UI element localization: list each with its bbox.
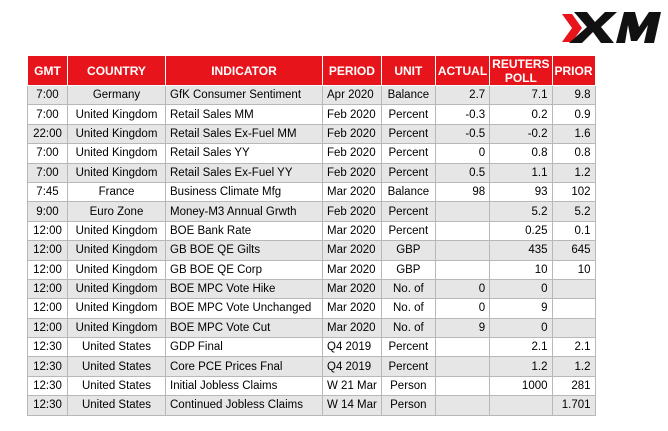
cell-gmt: 12:30 [28,338,68,357]
cell-indicator: Retail Sales Ex-Fuel YY [166,163,323,182]
table-row [28,144,596,163]
cell-gmt: 7:00 [28,105,68,124]
cell-period: Mar 2020 [323,279,382,298]
cell-reuters-poll: 0.25 [490,221,552,240]
cell-reuters-poll [490,396,552,415]
cell-actual: 0 [435,144,489,163]
cell-actual: -0.5 [435,124,489,143]
column-header-period: PERIOD [323,56,382,86]
table-row [28,357,596,376]
cell-actual [435,396,489,415]
cell-country: United States [68,376,166,395]
cell-period: Feb 2020 [323,202,382,221]
cell-actual: 98 [435,182,489,201]
cell-unit: No. of [381,279,435,298]
cell-gmt: 12:30 [28,376,68,395]
cell-prior: 281 [552,376,595,395]
cell-indicator: Core PCE Prices Fnal [166,357,323,376]
economic-calendar-table [27,55,596,416]
cell-unit: Percent [381,163,435,182]
cell-reuters-poll: 7.1 [490,86,552,105]
cell-period: Feb 2020 [323,105,382,124]
cell-unit: Person [381,396,435,415]
cell-reuters-poll: -0.2 [490,124,552,143]
cell-prior: 5.2 [552,202,595,221]
cell-unit: Percent [381,202,435,221]
cell-country: France [68,182,166,201]
cell-indicator: BOE MPC Vote Cut [166,318,323,337]
cell-indicator: Business Climate Mfg [166,182,323,201]
cell-prior: 645 [552,241,595,260]
column-header-reuters-poll: REUTERS POLL [490,56,552,86]
cell-prior: 1.6 [552,124,595,143]
cell-country: United Kingdom [68,105,166,124]
table-row [28,163,596,182]
cell-unit: Percent [381,221,435,240]
cell-period: Apr 2020 [323,86,382,105]
cell-prior: 102 [552,182,595,201]
column-header-prior: PRIOR [552,56,595,86]
cell-country: United Kingdom [68,318,166,337]
cell-unit: Balance [381,86,435,105]
cell-actual: 9 [435,318,489,337]
cell-period: Feb 2020 [323,163,382,182]
cell-gmt: 9:00 [28,202,68,221]
cell-country: United Kingdom [68,221,166,240]
cell-actual: 0 [435,279,489,298]
xm-logo [558,8,662,46]
cell-period: W 21 Mar [323,376,382,395]
cell-prior: 10 [552,260,595,279]
cell-prior: 0.8 [552,144,595,163]
cell-reuters-poll: 93 [490,182,552,201]
cell-indicator: Initial Jobless Claims [166,376,323,395]
cell-unit: Percent [381,338,435,357]
cell-reuters-poll: 9 [490,299,552,318]
table-body [28,86,596,416]
cell-actual [435,221,489,240]
cell-prior: 9.8 [552,86,595,105]
cell-period: Feb 2020 [323,124,382,143]
column-header-indicator: INDICATOR [166,56,323,86]
cell-reuters-poll: 0.2 [490,105,552,124]
cell-country: United Kingdom [68,279,166,298]
cell-country: United Kingdom [68,144,166,163]
cell-actual [435,260,489,279]
cell-gmt: 12:30 [28,396,68,415]
cell-reuters-poll: 5.2 [490,202,552,221]
cell-prior: 1.701 [552,396,595,415]
table-row [28,376,596,395]
cell-country: United Kingdom [68,163,166,182]
cell-reuters-poll: 1000 [490,376,552,395]
cell-period: Mar 2020 [323,260,382,279]
cell-prior: 0.9 [552,105,595,124]
cell-reuters-poll: 1.2 [490,357,552,376]
cell-actual [435,338,489,357]
table-row [28,396,596,415]
column-header-gmt: GMT [28,56,68,86]
cell-period: Mar 2020 [323,221,382,240]
cell-unit: Percent [381,105,435,124]
table-row [28,338,596,357]
cell-prior: 1.2 [552,357,595,376]
column-header-unit: UNIT [381,56,435,86]
cell-period: Feb 2020 [323,144,382,163]
cell-indicator: BOE MPC Vote Hike [166,279,323,298]
cell-indicator: BOE MPC Vote Unchanged [166,299,323,318]
table-row [28,299,596,318]
cell-actual: 2.7 [435,86,489,105]
cell-prior: 2.1 [552,338,595,357]
cell-gmt: 7:45 [28,182,68,201]
cell-country: United States [68,357,166,376]
cell-gmt: 12:30 [28,357,68,376]
cell-actual: -0.3 [435,105,489,124]
cell-gmt: 7:00 [28,86,68,105]
cell-indicator: Retail Sales Ex-Fuel MM [166,124,323,143]
cell-prior [552,318,595,337]
cell-actual [435,241,489,260]
table-row [28,182,596,201]
cell-prior: 1.2 [552,163,595,182]
cell-period: Mar 2020 [323,299,382,318]
cell-gmt: 12:00 [28,279,68,298]
table-row [28,105,596,124]
cell-reuters-poll: 10 [490,260,552,279]
cell-country: Euro Zone [68,202,166,221]
cell-indicator: GB BOE QE Corp [166,260,323,279]
cell-unit: Percent [381,357,435,376]
cell-period: Mar 2020 [323,318,382,337]
column-header-country: COUNTRY [68,56,166,86]
cell-reuters-poll: 0.8 [490,144,552,163]
cell-indicator: GDP Final [166,338,323,357]
table-row [28,279,596,298]
cell-gmt: 12:00 [28,221,68,240]
cell-gmt: 12:00 [28,318,68,337]
cell-gmt: 12:00 [28,241,68,260]
cell-unit: No. of [381,318,435,337]
column-header-actual: ACTUAL [435,56,489,86]
cell-indicator: GfK Consumer Sentiment [166,86,323,105]
cell-period: Q4 2019 [323,357,382,376]
cell-indicator: GB BOE QE Gilts [166,241,323,260]
cell-country: United Kingdom [68,260,166,279]
cell-indicator: Money-M3 Annual Grwth [166,202,323,221]
cell-actual: 0 [435,299,489,318]
cell-reuters-poll: 435 [490,241,552,260]
cell-reuters-poll: 0 [490,279,552,298]
cell-actual [435,202,489,221]
cell-unit: Person [381,376,435,395]
cell-country: United Kingdom [68,124,166,143]
cell-country: United States [68,338,166,357]
cell-unit: Percent [381,124,435,143]
cell-country: United Kingdom [68,299,166,318]
cell-country: United States [68,396,166,415]
cell-unit: No. of [381,299,435,318]
cell-prior: 0.1 [552,221,595,240]
cell-prior [552,279,595,298]
cell-unit: Balance [381,182,435,201]
cell-period: Q4 2019 [323,338,382,357]
cell-unit: GBP [381,260,435,279]
cell-gmt: 22:00 [28,124,68,143]
cell-indicator: Retail Sales YY [166,144,323,163]
cell-actual [435,376,489,395]
cell-period: Mar 2020 [323,241,382,260]
cell-gmt: 12:00 [28,299,68,318]
table-row [28,318,596,337]
cell-unit: GBP [381,241,435,260]
cell-prior [552,299,595,318]
table-row [28,221,596,240]
table-row [28,86,596,105]
cell-gmt: 7:00 [28,144,68,163]
cell-gmt: 7:00 [28,163,68,182]
cell-indicator: Continued Jobless Claims [166,396,323,415]
cell-reuters-poll: 1.1 [490,163,552,182]
cell-actual [435,357,489,376]
cell-indicator: Retail Sales MM [166,105,323,124]
table-row [28,124,596,143]
cell-country: United Kingdom [68,241,166,260]
cell-indicator: BOE Bank Rate [166,221,323,240]
cell-period: W 14 Mar [323,396,382,415]
cell-period: Mar 2020 [323,182,382,201]
cell-actual: 0.5 [435,163,489,182]
table-header-row [28,56,596,86]
cell-country: Germany [68,86,166,105]
cell-reuters-poll: 0 [490,318,552,337]
cell-reuters-poll: 2.1 [490,338,552,357]
cell-gmt: 12:00 [28,260,68,279]
table-row [28,202,596,221]
cell-unit: Percent [381,144,435,163]
table-row [28,260,596,279]
table-row [28,241,596,260]
